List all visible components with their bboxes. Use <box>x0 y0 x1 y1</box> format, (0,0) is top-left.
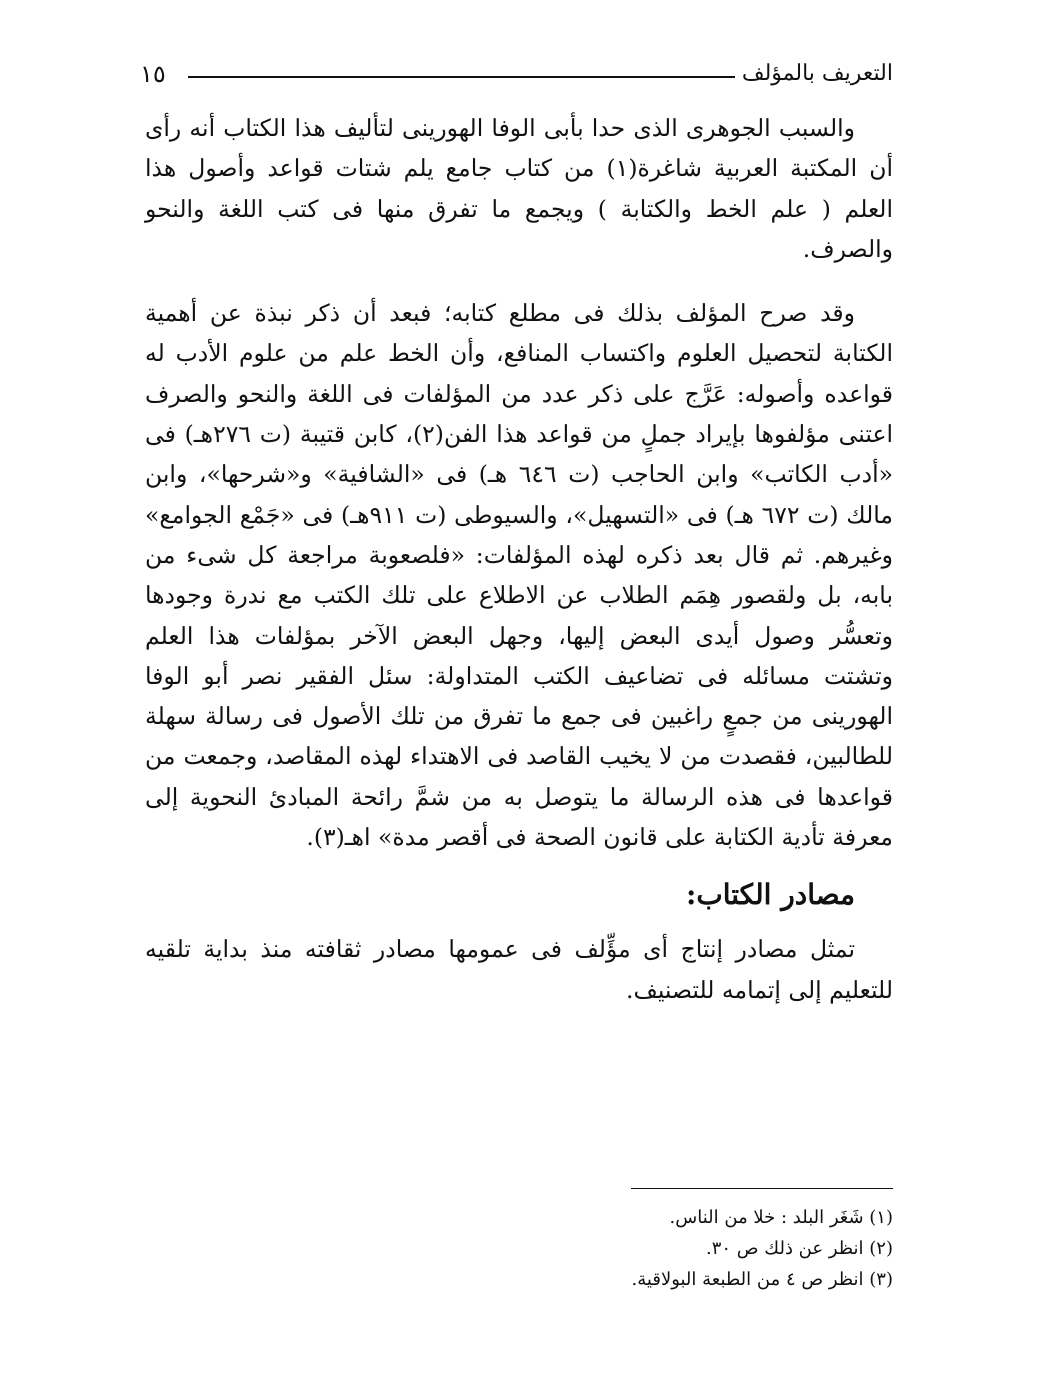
footnote-3: (٣) انظر ص ٤ من الطبعة البولاقية. <box>631 1269 893 1290</box>
footnote-rule <box>631 1188 893 1189</box>
footnote-2: (٢) انظر عن ذلك ص ٣٠. <box>706 1238 893 1259</box>
section-heading-sources: مصادر الكتاب: <box>686 878 855 912</box>
running-title: التعريف بالمؤلف <box>741 61 893 86</box>
header-rule <box>188 76 735 78</box>
footnotes <box>145 1202 893 1295</box>
paragraph-author-motive: والسبب الجوهرى الذى حدا بأبى الوفا الهورينى لتأليف هذا الكتاب أنه رأى أن المكتبة العربية شاغرة(١) من كتاب جامع يلم شتات قواعد وأصول هذا العلم ( علم الخط والكتابة ) ويجمع ما تفرق منها فى كتب اللغة والنحو والصرف. <box>145 114 894 263</box>
paragraph-sources: تمثل مصادر إنتاج أى مؤِّلف فى عمومها مصادر ثقافته منذ بداية تلقيه للتعليم إلى إتمامه للتصنيف. <box>145 935 893 1004</box>
page-number: ١٥ <box>140 60 166 88</box>
footnote-1: (١) شَغَر البلد : خلا من الناس. <box>669 1207 893 1228</box>
body-text <box>145 108 893 1010</box>
paragraph-author-statement: وقد صرح المؤلف بذلك فى مطلع كتابه؛ فبعد أن ذكر نبذة عن أهمية الكتابة لتحصيل العلوم واكتساب المنافع، وأن الخط علم من علوم الأدب له قواعده وأصوله: عَرَّج على ذكر عدد من المؤلفات فى اللغة والنحو والصرف اعتنى مؤلفوها بإيراد جملٍ من قواعد هذا الفن(٢)، كابن قتيبة (ت ٢٧٦هـ) فى «أدب الكاتب» وابن الحاجب (ت ٦٤٦ هـ) فى «الشافية» و«شرحها»، وابن مالك (ت ٦٧٢ هـ) فى «التسهيل»، والسيوطى (ت ٩١١هـ) فى «جَمْع الجوامع» وغيرهم. ثم قال بعد ذكره لهذه المؤلفات: «فلصعوبة مراجعة كل شىء من بابه، بل ولقصور هِمَم الطلاب عن الاطلاع على تلك الكتب مع ندرة وجودها وتعسُّر وصول أيدى البعض إليها، وجهل البعض الآخر بمؤلفات هذا العلم وتشتت مسائله فى تضاعيف الكتب المتداولة: سئل الفقير نصر أبو الوفا الهورينى من جمعٍ راغبين فى جمع ما تفرق من تلك الأصول فى رسالة سهلة للطالبين، فقصدت من لا يخيب القاصد فى الاهتداء لهذه المقاصد، وجمعت من قواعدها فى هذه الرسالة ما يتوصل به من شمَّ رائحة المبادئ النحوية إلى معرفة تأدية الكتابة على قانون الصحة فى أقصر مدة» اهـ(٣). <box>145 299 894 852</box>
running-header <box>140 58 893 94</box>
